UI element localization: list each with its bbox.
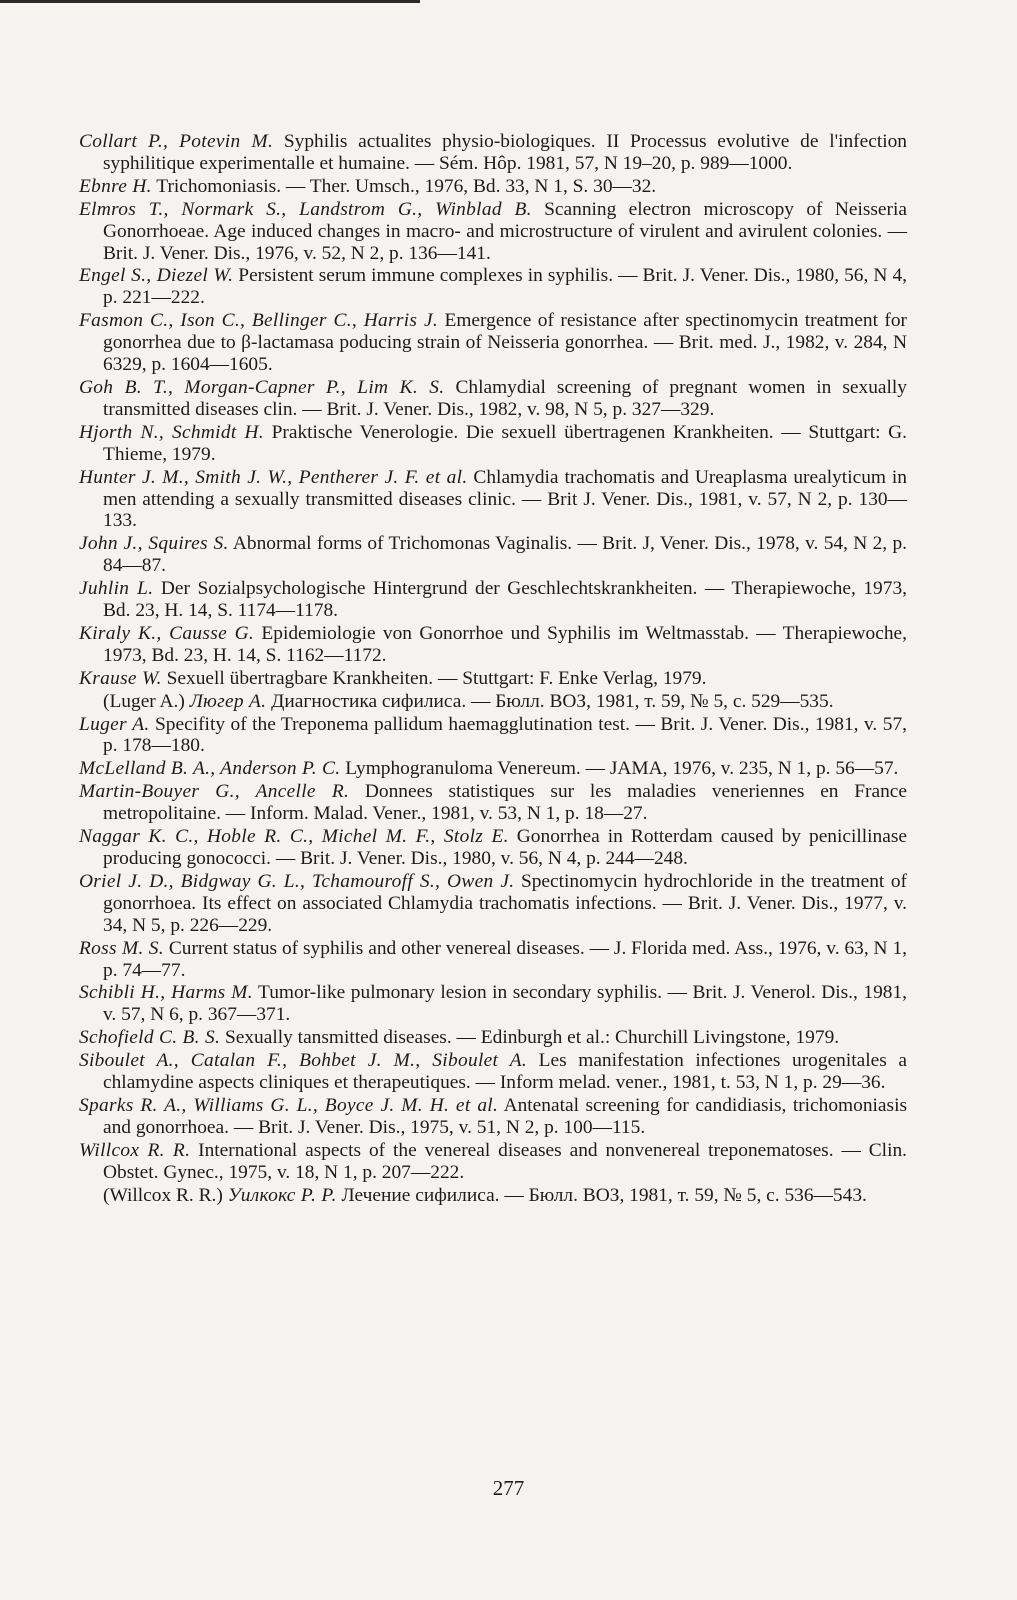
reference-entry — [79, 871, 907, 937]
reference-text: Les manifestation infectiones urogenitales a chlamydine aspects cliniques et therapeutiques. — Inform melad. vener., 1981, t. 53, N 1, p. 29—36. — [103, 1050, 907, 1094]
reference-authors: Sparks R. A., Williams G. L., Boyce J. M. H. et al. — [79, 1094, 499, 1116]
reference-text: Emergence of resistance after spectinomycin treatment for gonorrhea due to β-lactamasa poducing strain of Neisseria gonorrhea. — Brit. med. J., 1982, v. 284, N 6329, p. 1604—1605. — [103, 310, 907, 376]
reference-entry — [79, 1027, 907, 1049]
reference-authors: Schibli H., Harms M. — [79, 982, 253, 1004]
reference-text: Sexually tansmitted diseases. — Edinburgh et al.: Churchill Livingstone, 1979. — [220, 1027, 840, 1049]
reference-entry — [79, 310, 907, 376]
reference-authors: McLelland B. A., Anderson P. C. — [79, 758, 341, 780]
reference-entry — [79, 982, 907, 1026]
reference-authors: John J., Squires S. — [79, 533, 229, 555]
reference-authors: Kiraly K., Causse G. — [79, 622, 255, 644]
reference-entry — [79, 377, 907, 421]
reference-entry — [79, 199, 907, 265]
top-border-rule — [0, 0, 420, 3]
reference-entry — [79, 714, 907, 758]
reference-text: Scanning electron microscopy of Neisseria Gonorrhoeae. Age induced changes in macro- and microstructure of virulent and avirulent colonies. — Brit. J. Vener. Dis., 1976, v. 52, N 2, p. 136—141. — [103, 198, 907, 264]
reference-authors: Hjorth N., Schmidt H. — [79, 421, 264, 443]
reference-authors: Naggar K. C., Hoble R. C., Michel M. F., Stolz E. — [79, 826, 509, 848]
reference-list — [79, 131, 907, 1207]
reference-entry — [79, 826, 907, 870]
reference-authors: Goh B. T., Morgan-Capner P., Lim K. S. — [79, 376, 445, 398]
reference-authors: Martin-Bouyer G., Ancelle R. — [79, 781, 350, 803]
reference-text: Диагностика сифилиса. — Бюлл. ВОЗ, 1981, т. 59, № 5, с. 529—535. — [266, 690, 834, 712]
reference-text: Der Sozialpsychologische Hintergrund der Geschlechtskrankheiten. — Therapiewoche, 1973, Bd. 23, H. 14, S. 1174—1178. — [103, 578, 907, 622]
reference-text: Chlamydial screening of pregnant women in sexually transmitted diseases clin. — Brit. J. Vener. Dis., 1982, v. 98, N 5, p. 327—329. — [103, 376, 907, 420]
reference-text: Current status of syphilis and other venereal diseases. — J. Florida med. Ass., 1976, v. 63, N 1, p. 74—77. — [103, 937, 907, 981]
reference-text: Tumor-like pulmonary lesion in secondary syphilis. — Brit. J. Venerol. Dis., 1981, v. 57, N 6, p. 367—371. — [103, 982, 907, 1026]
reference-authors: Hunter J. M., Smith J. W., Pentherer J. F. et al. — [79, 466, 468, 488]
reference-text: Lymphogranuloma Venereum. — JAMA, 1976, v. 235, N 1, p. 56—57. — [340, 758, 899, 780]
reference-text: Trichomoniasis. — Ther. Umsch., 1976, Bd. 33, N 1, S. 30—32. — [151, 175, 657, 197]
reference-entry — [79, 691, 907, 713]
reference-authors: Collart P., Potevin M. — [79, 131, 274, 152]
reference-authors: Schofield C. B. S. — [79, 1027, 221, 1049]
reference-entry — [79, 578, 907, 622]
reference-authors: Уилкокс Р. Р. — [227, 1184, 337, 1206]
reference-authors: Juhlin L. — [79, 578, 154, 600]
reference-entry — [79, 758, 907, 780]
reference-text: Specifity of the Treponema pallidum haemagglutination test. — Brit. J. Vener. Dis., 1981, v. 57, p. 178—180. — [103, 713, 907, 757]
reference-authors: Fasmon C., Ison C., Bellinger C., Harris J. — [79, 310, 439, 332]
reference-text: Antenatal screening for candidiasis, trichomoniasis and gonorrhoea. — Brit. J. Vener. Dis., 1975, v. 51, N 2, p. 100—115. — [103, 1094, 907, 1138]
page-number: 277 — [492, 1476, 525, 1500]
reference-text: Donnees statistiques sur les maladies veneriennes en France metropolitaine. — Inform. Malad. Vener., 1981, v. 53, N 1, p. 18—27. — [103, 781, 908, 825]
reference-text: Chlamydia trachomatis and Ureaplasma urealyticum in men attending a sexually transmitted diseases clinic. — Brit J. Vener. Dis., 1981, v. 57, N 2, p. 130—133. — [103, 466, 907, 532]
reference-entry — [79, 781, 907, 825]
reference-entry — [79, 668, 907, 690]
reference-entry — [79, 265, 907, 309]
reference-entry — [79, 422, 907, 466]
reference-text: Abnormal forms of Trichomonas Vaginalis. — Brit. J, Vener. Dis., 1978, v. 54, N 2, p. 84—87. — [103, 533, 907, 577]
reference-text: Spectinomycin hydrochloride in the treatment of gonorrhoea. Its effect on associated Chlamydia trachomatis infections. — Brit. J. Vener. Dis., 1977, v. 34, N 5, p. 226—229. — [103, 870, 907, 936]
reference-text: Praktische Venerologie. Die sexuell übertragenen Krankheiten. — Stuttgart: G. Thieme, 1979. — [103, 421, 908, 465]
reference-authors: Oriel J. D., Bidgway G. L., Tchamouroff S., Owen J. — [79, 870, 515, 892]
reference-text: Syphilis actualites physio-biologiques. II Processus evolutive de l'infection syphilitique experimentalle et humaine. — Sém. Hôp. 1981, 57, N 19–20, p. 989—1000. — [103, 131, 907, 174]
reference-entry — [79, 1050, 907, 1094]
reference-text: Лечение сифилиса. — Бюлл. ВОЗ, 1981, т. 59, № 5, с. 536—543. — [336, 1184, 867, 1206]
reference-authors: Elmros T., Normark S., Landstrom G., Winblad B. — [79, 198, 532, 220]
reference-text: Epidemiologie von Gonorrhoe und Syphilis im Weltmasstab. — Therapiewoche, 1973, Bd. 23, H. 14, S. 1162—1172. — [103, 622, 907, 666]
reference-entry — [79, 1140, 907, 1184]
reference-authors: Krause W. — [79, 667, 162, 689]
reference-authors: Willcox R. R. — [79, 1139, 191, 1161]
reference-entry — [79, 1185, 907, 1207]
reference-authors: Engel S., Diezel W. — [79, 265, 234, 287]
reference-entry — [79, 131, 907, 175]
reference-entry — [79, 467, 907, 533]
reference-entry — [79, 623, 907, 667]
reference-original-name: (Luger A.) — [103, 690, 190, 712]
reference-entry — [79, 938, 907, 982]
reference-entry — [79, 1095, 907, 1139]
reference-text: Gonorrhea in Rotterdam caused by penicillinase producing gonococci. — Brit. J. Vener. Dis., 1980, v. 56, N 4, p. 244—248. — [103, 826, 907, 869]
reference-authors: Ebnre H. — [79, 175, 152, 197]
reference-authors: Люгер А. — [189, 690, 267, 712]
reference-page — [79, 131, 907, 1208]
reference-entry — [79, 176, 907, 198]
reference-entry — [79, 533, 907, 577]
reference-original-name: (Willcox R. R.) — [103, 1184, 228, 1206]
reference-text: Sexuell übertragbare Krankheiten. — Stuttgart: F. Enke Verlag, 1979. — [161, 667, 707, 689]
reference-text: Persistent serum immune complexes in syphilis. — Brit. J. Vener. Dis., 1980, 56, N 4, p. 221—222. — [103, 265, 907, 309]
reference-authors: Luger A. — [79, 713, 150, 735]
reference-authors: Ross M. S. — [79, 937, 164, 959]
reference-text: International aspects of the venereal diseases and nonvenereal treponematoses. — Clin. Obstet. Gynec., 1975, v. 18, N 1, p. 207—222. — [103, 1139, 907, 1183]
reference-authors: Siboulet A., Catalan F., Bohbet J. M., Siboulet A. — [79, 1050, 528, 1072]
